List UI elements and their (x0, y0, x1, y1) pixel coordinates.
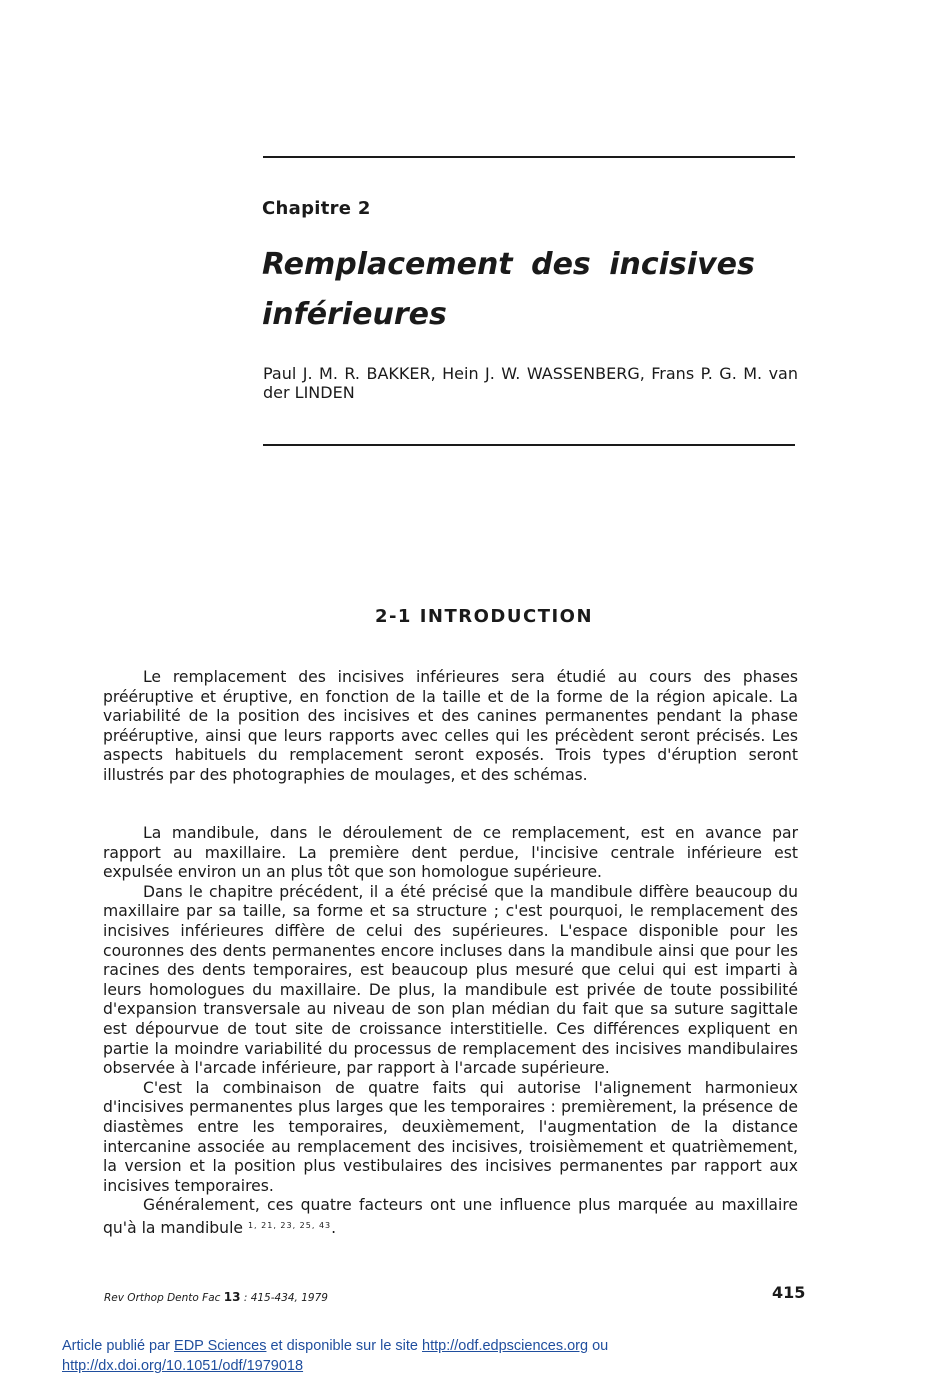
journal-site-link[interactable]: http://odf.edpsciences.org (422, 1338, 589, 1354)
doi-link[interactable]: http://dx.doi.org/10.1051/odf/1979018 (62, 1358, 304, 1374)
journal-pages: : 415-434, 1979 (243, 1292, 328, 1304)
top-rule (263, 156, 795, 158)
body-paragraph: Le remplacement des incisives inférieures sera étudié au cours des phases prééruptive et éruptive, en fonction de la taille et de la forme de la région apicale. La variabilité de la position des incisives et des canines permanentes pendant la phase prééruptive, ainsi que leurs rapports avec celles qui les précèdent seront précisés. Les aspects habituels du remplacement seront exposés. Trois types d'éruption seront illustrés par des photographies de moulages, et des schémas. (103, 668, 798, 784)
body-paragraph-group (103, 824, 798, 1238)
section-heading: 2-1 INTRODUCTION (374, 606, 594, 627)
journal-volume: 13 (223, 1290, 241, 1304)
publisher-note-text: ou (588, 1338, 609, 1354)
journal-reference (104, 1290, 328, 1304)
bottom-rule (263, 444, 795, 446)
chapter-title-line-1: Remplacement des incisives (262, 247, 755, 282)
chapter-title-line-2: inférieures (262, 297, 447, 332)
body-paragraph: C'est la combinaison de quatre faits qui autorise l'alignement harmonieux d'incisives permanentes plus larges que les temporaires : premièrement, la présence de diastèmes entre les temporaires, deuxièmement, l'augmentation de la distance intercanine associée au remplacement des incisives, troisièmement et quatrièmement, la version et la position plus vestibulaires des incisives permanentes par rapport aux incisives temporaires. (103, 1078, 798, 1195)
chapter-label: Chapitre 2 (262, 198, 371, 219)
body-paragraph: La mandibule, dans le déroulement de ce remplacement, est en avance par rapport au maxillaire. La première dent perdue, l'incisive centrale inférieure est expulsée environ un an plus tôt que son homologue supérieure. (103, 824, 798, 882)
publisher-note (62, 1336, 762, 1376)
body-paragraph (103, 1196, 798, 1238)
publisher-note-text: Article publié par (62, 1338, 175, 1354)
edp-sciences-link[interactable]: EDP Sciences (174, 1338, 267, 1354)
body-paragraph-text: Généralement, ces quatre facteurs ont une influence plus marquée au maxillaire qu'à la mandibule (103, 1196, 798, 1237)
paragraph-end: . (331, 1218, 337, 1237)
intro-paragraph-block (103, 668, 798, 786)
citation-refs: 1, 21, 23, 25, 43 (247, 1220, 332, 1230)
authors: Paul J. M. R. BAKKER, Hein J. W. WASSENBERG, Frans P. G. M. van der LINDEN (263, 364, 798, 402)
page-number: 415 (772, 1283, 806, 1302)
publisher-note-text: et disponible sur le site (266, 1338, 423, 1354)
body-paragraph: Dans le chapitre précédent, il a été précisé que la mandibule diffère beaucoup du maxillaire par sa taille, sa forme et sa structure ; c'est pourquoi, le remplacement des incisives inférieures diffère de celui des supérieures. L'espace disponible pour les couronnes des dents permanentes encore incluses dans la mandibule ainsi que pour les racines des dents temporaires, est beaucoup plus mesuré que celui qui est imparti à leurs homologues du maxillaire. De plus, la mandibule est privée de toute possibilité d'expansion transversale au niveau de son plan médian du fait que sa suture sagittale est dépourvue de tout site de croissance interstitielle. Ces différences expliquent en partie la moindre variabilité du processus de remplacement des incisives mandibulaires observée à l'arcade inférieure, par rapport à l'arcade supérieure. (103, 882, 798, 1078)
journal-name: Rev Orthop Dento Fac (104, 1292, 221, 1304)
chapter-title (262, 240, 822, 340)
